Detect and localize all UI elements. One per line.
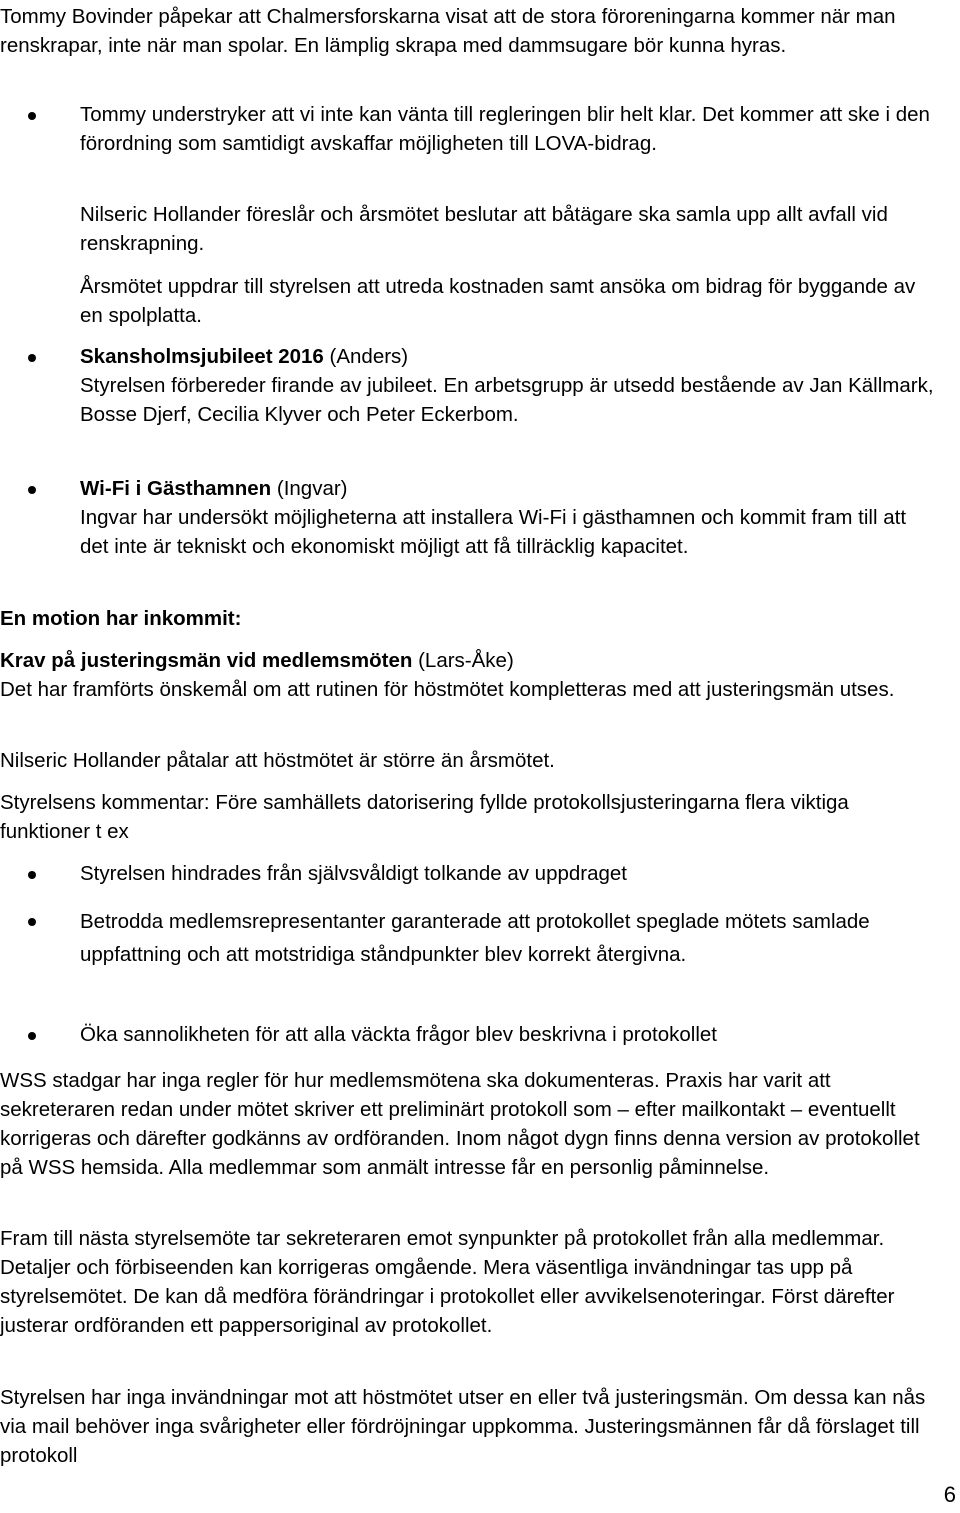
bullet-icon — [28, 486, 36, 494]
skansholm-owner: (Anders) — [323, 345, 409, 368]
motion-text: Det har framförts önskemål om att rutinen för höstmötet kompletteras med att justeringsmän utses. — [0, 678, 895, 701]
wifi-text: Ingvar har undersökt möjligheterna att installera Wi-Fi i gästhamnen och kommit fram till att det inte är tekniskt och ekonomiskt möjligt att få tillräcklig kapacitet. — [80, 506, 907, 558]
fram-paragraph: Fram till nästa styrelsemöte tar sekreteraren emot synpunkter på protokollet från alla medlemmar. Detaljer och förbiseenden kan korrigeras omgående. Mera väsentliga invändningar tas upp på styrelsemötet. De kan då medföra förändringar i protokollet eller avvikelsenoteringar. Först därefter justerar ordföranden ett pappersoriginal av protokollet. — [0, 1227, 895, 1337]
list-item: Betrodda medlemsrepresentanter garanterade att protokollet speglade mötets samlade uppfattning och att motstridiga ståndpunkter blev korrekt återgivna. — [80, 910, 870, 966]
bullet-skansholm — [80, 342, 940, 429]
intro-paragraph: Tommy Bovinder påpekar att Chalmersforskarna visat att de stora föroreningarna kommer när man renskrapar, inte när man spolar. En lämplig skrapa med dammsugare bör kunna hyras. — [0, 5, 896, 57]
skansholm-text: Styrelsen förbereder firande av jubileet. En arbetsgrupp är utsedd bestående av Jan Källmark, Bosse Djerf, Cecilia Klyver och Peter Eckerbom. — [80, 374, 934, 426]
wss-paragraph: WSS stadgar har inga regler för hur medlemsmötena ska dokumenteras. Praxis har varit att sekreteraren redan under mötet skriver ett preliminärt protokoll som – efter mailkontakt – eventuellt korrigeras och därefter godkänns av ordföranden. Inom något dygn finns denna version av protokollet på WSS hemsida. Alla medlemmar som anmält intresse får en personlig påminnelse. — [0, 1069, 920, 1179]
motion-owner: (Lars-Åke) — [412, 649, 514, 672]
bullet-icon — [28, 354, 36, 362]
styrelsen-paragraph: Styrelsen har inga invändningar mot att höstmötet utser en eller två justeringsmän. Om dessa kan nås via mail behöver inga svårigheter eller fördröjningar uppkomma. Justeringsmännen får då förslaget till protokoll — [0, 1386, 926, 1467]
list-item: Styrelsen hindrades från självsvåldigt tolkande av uppdraget — [80, 862, 627, 885]
bullet-icon — [28, 918, 36, 926]
bullet-icon — [28, 1032, 36, 1040]
skansholm-title: Skansholmsjubileet 2016 — [80, 345, 324, 368]
arsmotet-decision: Årsmötet uppdrar till styrelsen att utreda kostnaden samt ansöka om bidrag för byggande av en spolplatta. — [80, 275, 916, 327]
bullet-wifi — [80, 474, 940, 561]
motion-paragraph — [0, 646, 940, 704]
nilseric-remark: Nilseric Hollander påtalar att höstmötet är större än årsmötet. — [0, 749, 555, 772]
bullet-icon — [28, 112, 36, 120]
list-item: Öka sannolikheten för att alla väckta frågor blev beskrivna i protokollet — [80, 1023, 717, 1046]
motion-title: Krav på justeringsmän vid medlemsmöten — [0, 649, 413, 672]
nilseric-proposal: Nilseric Hollander föreslår och årsmötet beslutar att båtägare ska samla upp allt avfall vid renskrapning. — [80, 203, 888, 255]
page-number: 6 — [943, 1482, 956, 1507]
bullet-regleringen: Tommy understryker att vi inte kan vänta till regleringen blir helt klar. Det kommer att ske i den förordning som samtidigt avskaffar möjligheten till LOVA-bidrag. — [80, 103, 930, 155]
wifi-title: Wi-Fi i Gästhamnen — [80, 477, 272, 500]
wifi-owner: (Ingvar) — [271, 477, 348, 500]
motion-heading — [0, 604, 940, 633]
bullet-icon — [28, 871, 36, 879]
styrelsen-comment: Styrelsens kommentar: Före samhällets datorisering fyllde protokollsjusteringarna flera viktiga funktioner t ex — [0, 791, 849, 843]
motion-heading-text: En motion har inkommit: — [0, 607, 242, 630]
